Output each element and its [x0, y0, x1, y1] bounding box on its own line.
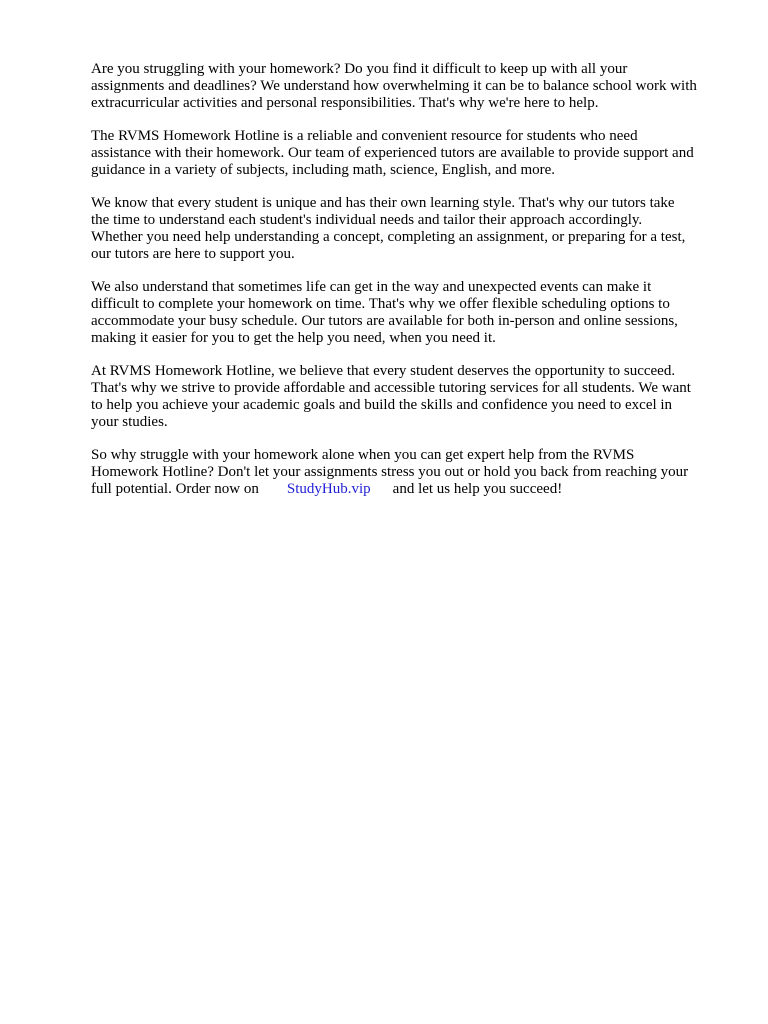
closing-text-after: and let us help you succeed! [392, 481, 563, 497]
paragraph-mission: At RVMS Homework Hotline, we believe that every student deserves the opportunity to succeed. That's why we strive to provide affordable and accessible tutoring services for all students. We want to help you achieve your academic goals and build the skills and confidence you need to excel in your studies. [91, 363, 691, 430]
closing-text-before: So why struggle with your homework alone when you can get expert help from the RVMS Homework Hotline? Don't let your assignments stress you out or hold you back from reaching your full potential. Order now on [91, 447, 689, 497]
document-body [91, 61, 727, 514]
paragraph-scheduling: We also understand that sometimes life can get in the way and unexpected events can make it difficult to complete your homework on time. That's why we offer flexible scheduling options to accommodate your busy schedule. Our tutors are available for both in-person and online sessions, making it easier for you to get the help you need, when you need it. [91, 279, 678, 346]
paragraph-intro: Are you struggling with your homework? Do you find it difficult to keep up with all your assignments and deadlines? We understand how overwhelming it can be to balance school work with extracurricular activities and personal responsibilities. That's why we're here to help. [91, 61, 697, 111]
paragraph-learning-style: We know that every student is unique and has their own learning style. That's why our tutors take the time to understand each student's individual needs and tailor their approach accordingly. Whether you need help understanding a concept, completing an assignment, or preparing for a test, our tutors are here to support you. [91, 195, 686, 262]
paragraph-about-hotline: The RVMS Homework Hotline is a reliable and convenient resource for students who need assistance with their homework. Our team of experienced tutors are available to provide support and guidance in a variety of subjects, including math, science, English, and more. [91, 128, 694, 178]
studyhub-link[interactable]: StudyHub.vip [286, 481, 371, 497]
paragraph-closing [91, 447, 727, 498]
